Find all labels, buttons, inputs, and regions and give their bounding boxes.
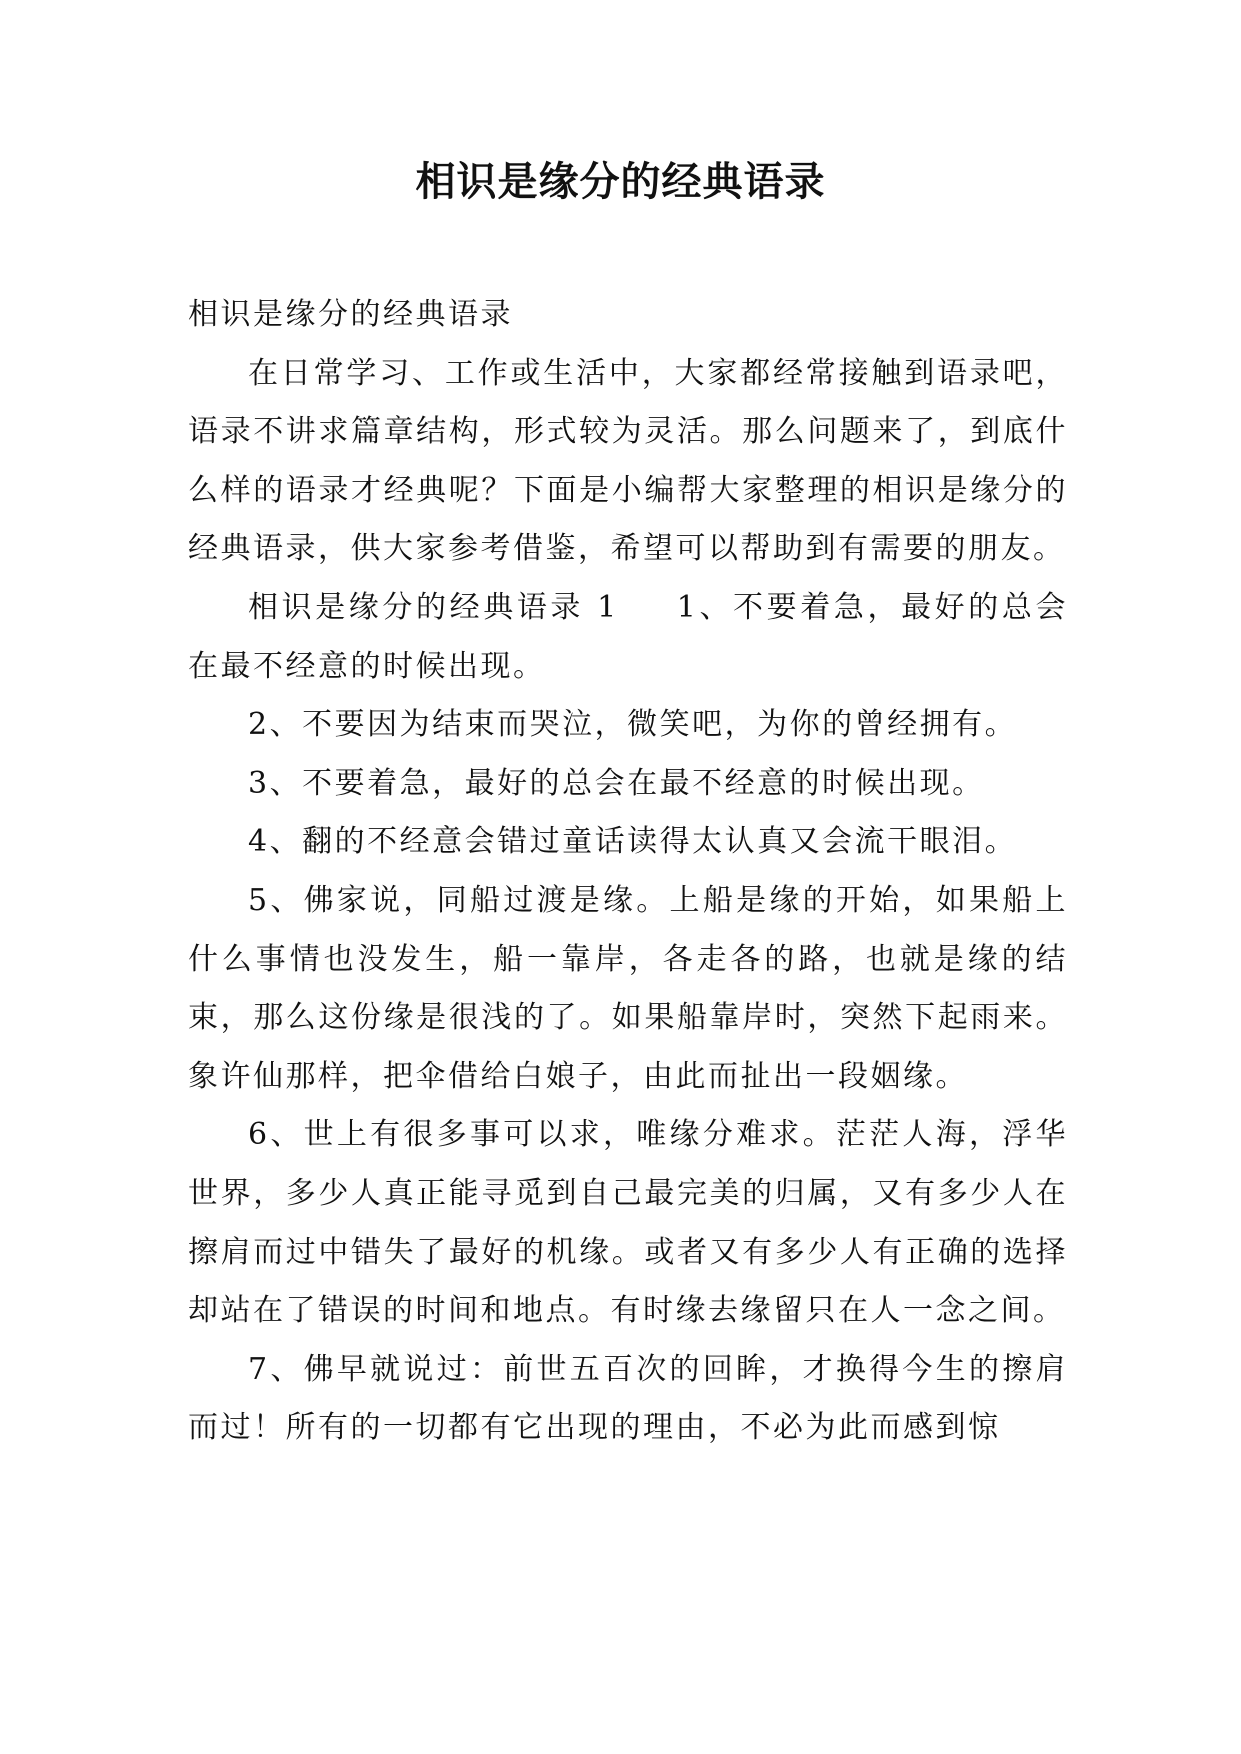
document-subtitle: 相识是缘分的经典语录 <box>188 297 513 332</box>
quote-item: 1、不要着急，最好的总会在最不经意的时候出现。 <box>188 589 1068 684</box>
intro-paragraph: 在日常学习、工作或生活中，大家都经常接触到语录吧，语录不讲求篇章结构，形式较为灵活。那么问题来了，到底什么样的语录才经典呢？下面是小编帮大家整理的相识是缘分的经典语录，供大家参考借鉴，希望可以帮助到有需要的朋友。 <box>188 355 1068 567</box>
quote-item: 7、佛早就说过：前世五百次的回眸，才换得今生的擦肩而过！所有的一切都有它出现的理由，不必为此而感到惊 <box>188 1351 1068 1446</box>
section-heading: 相识是缘分的经典语录 1 <box>248 589 619 625</box>
quote-item: 3、不要着急，最好的总会在最不经意的时候出现。 <box>248 765 985 801</box>
quote-item: 2、不要因为结束而哭泣，微笑吧，为你的曾经拥有。 <box>248 707 1018 743</box>
document-body <box>188 286 1068 1458</box>
quote-item: 4、翻的不经意会错过童话读得太认真又会流干眼泪。 <box>248 824 1018 860</box>
quote-item: 5、佛家说，同船过渡是缘。上船是缘的开始，如果船上什么事情也没发生，船一靠岸，各走各的路，也就是缘的结束，那么这份缘是很浅的了。如果船靠岸时，突然下起雨来。象许仙那样，把伞借给白娘子，由此而扯出一段姻缘。 <box>188 882 1068 1094</box>
section-paragraph <box>188 579 1068 696</box>
document-title: 相识是缘分的经典语录 <box>415 159 826 205</box>
quote-item: 6、世上有很多事可以求，唯缘分难求。茫茫人海，浮华世界，多少人真正能寻觅到自己最完美的归属，又有多少人在擦肩而过中错失了最好的机缘。或者又有多少人有正确的选择却站在了错误的时间和地点。有时缘去缘留只在人一念之间。 <box>188 1117 1068 1329</box>
